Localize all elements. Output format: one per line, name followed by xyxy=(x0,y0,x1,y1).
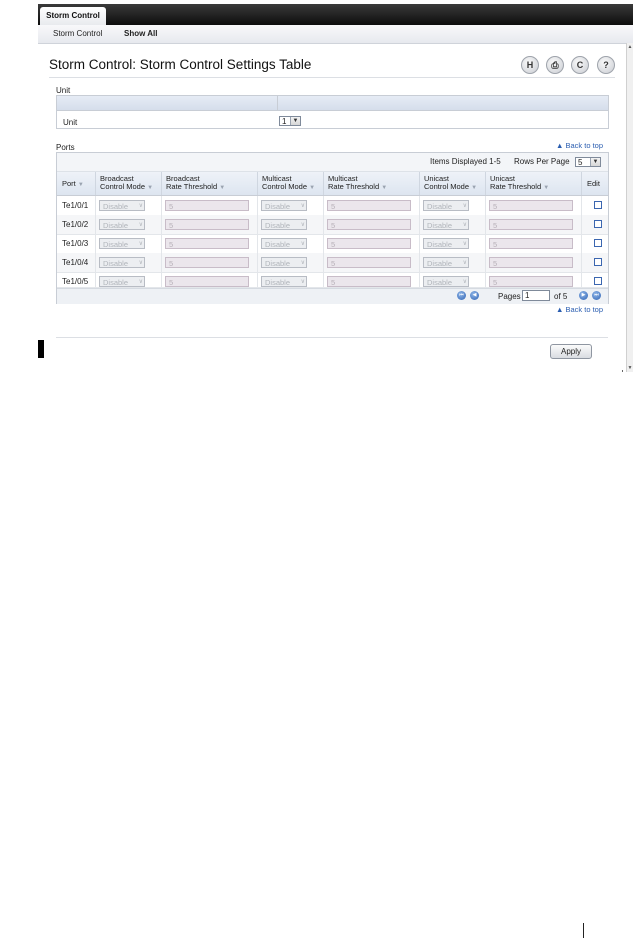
unit-table-header xyxy=(57,96,608,111)
port-cell: Te1/0/5 xyxy=(62,277,89,286)
edit-checkbox[interactable] xyxy=(594,258,602,266)
multicast-mode-select: Disable ∨ xyxy=(261,238,307,249)
print-icon[interactable]: ⎙ xyxy=(546,56,564,74)
scroll-up-icon[interactable]: ▲ xyxy=(627,44,633,50)
multicast-rate-input: 5 xyxy=(327,276,411,287)
unit-row-label: Unit xyxy=(63,118,78,127)
sort-icon: ▼ xyxy=(309,185,316,191)
multicast-rate-input: 5 xyxy=(327,257,411,268)
chevron-down-icon: ∨ xyxy=(300,222,305,228)
subnav-show-all[interactable]: Show All xyxy=(124,29,158,38)
last-page-icon[interactable]: ⏭ xyxy=(592,291,601,300)
multicast-mode-select: Disable ∨ xyxy=(261,200,307,211)
unicast-mode-select: Disable ∨ xyxy=(423,238,469,249)
unicast-rate-input: 5 xyxy=(489,200,573,211)
unicast-mode-select: Disable ∨ xyxy=(423,219,469,230)
col-unicast-mode[interactable]: Unicast Control Mode ▼ xyxy=(424,174,478,191)
edit-checkbox[interactable] xyxy=(594,220,602,228)
chevron-down-icon: ∨ xyxy=(300,203,305,209)
unit-table xyxy=(56,95,609,129)
broadcast-mode-select: Disable ∨ xyxy=(99,238,145,249)
port-cell: Te1/0/2 xyxy=(62,220,89,229)
broadcast-rate-input: 5 xyxy=(165,276,249,287)
chevron-down-icon: ∨ xyxy=(138,260,143,266)
col-multicast-rate[interactable]: Multicast Rate Threshold ▼ xyxy=(328,174,388,191)
col-unicast-rate[interactable]: Unicast Rate Threshold ▼ xyxy=(490,174,550,191)
footer-divider xyxy=(56,337,608,338)
unicast-mode-select: Disable ∨ xyxy=(423,200,469,211)
ports-table xyxy=(56,152,609,304)
vertical-scrollbar[interactable] xyxy=(626,43,633,372)
sort-icon: ▼ xyxy=(471,185,478,191)
table-row xyxy=(57,272,608,288)
table-row xyxy=(57,234,608,254)
multicast-rate-input: 5 xyxy=(327,219,411,230)
resize-corner xyxy=(610,370,623,372)
unit-section-label: Unit xyxy=(56,86,71,95)
broadcast-mode-select: Disable ∨ xyxy=(99,219,145,230)
unicast-rate-input: 5 xyxy=(489,276,573,287)
col-broadcast-mode[interactable]: Broadcast Control Mode ▼ xyxy=(100,174,154,191)
sort-icon: ▼ xyxy=(543,185,550,191)
unicast-rate-input: 5 xyxy=(489,238,573,249)
multicast-rate-input: 5 xyxy=(327,200,411,211)
help-icon[interactable]: ? xyxy=(597,56,615,74)
table-row xyxy=(57,215,608,235)
apply-button[interactable]: Apply xyxy=(550,344,592,359)
page-footer-rule xyxy=(583,923,584,938)
scroll-down-icon[interactable]: ▼ xyxy=(627,365,633,371)
sort-icon: ▼ xyxy=(147,185,154,191)
unicast-mode-select: Disable ∨ xyxy=(423,276,469,287)
unit-select[interactable]: 1 ▼ xyxy=(279,116,301,126)
chevron-down-icon: ∨ xyxy=(462,203,467,209)
col-port[interactable]: Port ▼ xyxy=(62,179,84,188)
sort-icon: ▼ xyxy=(219,185,226,191)
page-edge-marker xyxy=(38,340,44,358)
unicast-mode-select: Disable ∨ xyxy=(423,257,469,268)
chevron-down-icon: ∨ xyxy=(138,222,143,228)
previous-page-icon[interactable]: ◀ xyxy=(470,291,479,300)
multicast-mode-select: Disable ∨ xyxy=(261,276,307,287)
title-divider xyxy=(49,77,615,78)
table-toolbar xyxy=(57,153,608,172)
broadcast-mode-select: Disable ∨ xyxy=(99,200,145,211)
unicast-rate-input: 5 xyxy=(489,219,573,230)
port-cell: Te1/0/4 xyxy=(62,258,89,267)
col-multicast-mode[interactable]: Multicast Control Mode ▼ xyxy=(262,174,316,191)
multicast-mode-select: Disable ∨ xyxy=(261,219,307,230)
chevron-down-icon: ∨ xyxy=(138,203,143,209)
pages-label: Pages xyxy=(498,292,521,301)
back-to-top-link-bottom[interactable]: ▲ Back to top xyxy=(556,305,604,314)
edit-checkbox[interactable] xyxy=(594,277,602,285)
page-title: Storm Control: Storm Control Settings Table xyxy=(49,57,312,72)
sort-icon: ▼ xyxy=(77,182,84,188)
back-to-top-link[interactable]: ▲ Back to top xyxy=(556,141,604,150)
subnav-storm-control[interactable]: Storm Control xyxy=(53,29,103,38)
table-row xyxy=(57,253,608,273)
multicast-rate-input: 5 xyxy=(327,238,411,249)
table-pager xyxy=(57,288,608,304)
col-broadcast-rate[interactable]: Broadcast Rate Threshold ▼ xyxy=(166,174,226,191)
chevron-down-icon: ▼ xyxy=(290,117,300,125)
broadcast-rate-input: 5 xyxy=(165,219,249,230)
page-count: of 5 xyxy=(554,292,568,301)
chevron-down-icon: ∨ xyxy=(462,279,467,285)
sub-navigation xyxy=(38,25,633,44)
broadcast-mode-select: Disable ∨ xyxy=(99,257,145,268)
next-page-icon[interactable]: ▶ xyxy=(579,291,588,300)
port-cell: Te1/0/1 xyxy=(62,201,89,210)
unicast-rate-input: 5 xyxy=(489,257,573,268)
broadcast-rate-input: 5 xyxy=(165,238,249,249)
save-icon[interactable]: H xyxy=(521,56,539,74)
chevron-down-icon: ∨ xyxy=(462,260,467,266)
ports-section-label: Ports xyxy=(56,143,75,152)
chevron-down-icon: ∨ xyxy=(138,241,143,247)
table-row xyxy=(57,196,608,216)
broadcast-rate-input: 5 xyxy=(165,200,249,211)
edit-checkbox[interactable] xyxy=(594,239,602,247)
broadcast-rate-input: 5 xyxy=(165,257,249,268)
page-number-input[interactable]: 1 xyxy=(522,290,550,301)
top-tab-bar xyxy=(38,4,633,25)
chevron-down-icon: ∨ xyxy=(462,241,467,247)
port-cell: Te1/0/3 xyxy=(62,239,89,248)
tab-storm-control[interactable]: Storm Control xyxy=(40,7,106,25)
table-header xyxy=(57,172,608,196)
chevron-down-icon: ∨ xyxy=(300,279,305,285)
items-displayed: Items Displayed 1-5 xyxy=(430,157,501,166)
chevron-down-icon: ∨ xyxy=(138,279,143,285)
refresh-icon[interactable]: C xyxy=(571,56,589,74)
sort-icon: ▼ xyxy=(381,185,388,191)
edit-checkbox[interactable] xyxy=(594,201,602,209)
rows-per-page-label: Rows Per Page xyxy=(514,157,570,166)
chevron-down-icon: ∨ xyxy=(300,260,305,266)
chevron-down-icon: ∨ xyxy=(462,222,467,228)
app-window xyxy=(38,4,633,372)
chevron-down-icon: ▼ xyxy=(590,158,600,166)
multicast-mode-select: Disable ∨ xyxy=(261,257,307,268)
col-edit: Edit xyxy=(587,179,600,188)
first-page-icon[interactable]: ⏮ xyxy=(457,291,466,300)
chevron-down-icon: ∨ xyxy=(300,241,305,247)
rows-per-page-select[interactable]: 5 ▼ xyxy=(575,157,601,167)
broadcast-mode-select: Disable ∨ xyxy=(99,276,145,287)
